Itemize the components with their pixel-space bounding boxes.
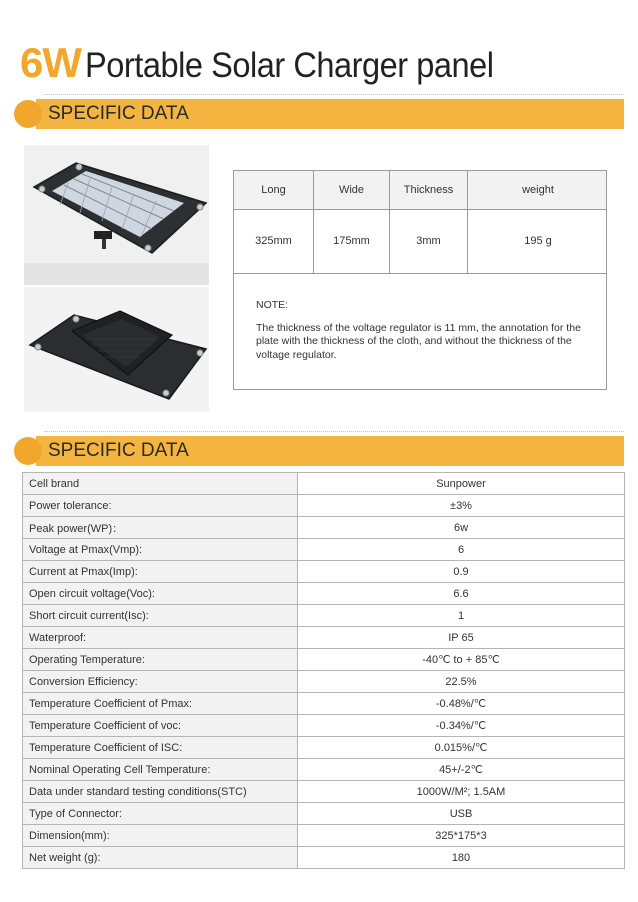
dimensions-value: 325mm [234, 209, 314, 273]
bullet-circle-icon [14, 100, 42, 128]
table-row [23, 825, 625, 847]
spec-value: USB [298, 803, 625, 825]
note-title: NOTE: [256, 299, 289, 311]
divider [44, 431, 624, 432]
spec-label: Nominal Operating Cell Temperature: [23, 759, 298, 781]
spec-value: 6w [298, 517, 625, 539]
spec-label: Short circuit current(Isc): [23, 605, 298, 627]
table-row [23, 627, 625, 649]
dimensions-header: Thickness [390, 171, 468, 209]
product-photo-pouch [24, 287, 209, 412]
spec-value: -40℃ to + 85℃ [298, 649, 625, 671]
table-row [23, 715, 625, 737]
divider [44, 94, 624, 95]
spec-label: Net weight (g): [23, 847, 298, 869]
table-row [23, 649, 625, 671]
spec-label: Power tolerance: [23, 495, 298, 517]
table-row [23, 495, 625, 517]
dimensions-header-row [234, 171, 606, 210]
dimensions-header: Wide [314, 171, 390, 209]
spec-value: 0.015%/℃ [298, 737, 625, 759]
spec-label: Type of Connector: [23, 803, 298, 825]
spec-value: 45+/-2℃ [298, 759, 625, 781]
title-text: Portable Solar Charger panel [85, 46, 495, 85]
spec-label: Operating Temperature: [23, 649, 298, 671]
spec-value: 6 [298, 539, 625, 561]
table-row [23, 693, 625, 715]
table-row [23, 759, 625, 781]
spec-table [22, 472, 625, 869]
spec-value: 22.5% [298, 671, 625, 693]
section-header-2 [14, 436, 624, 466]
spec-value: 180 [298, 847, 625, 869]
dimensions-value: 3mm [390, 209, 468, 273]
spec-value: ±3% [298, 495, 625, 517]
spec-value: 1 [298, 605, 625, 627]
table-row [23, 847, 625, 869]
note-text: The thickness of the voltage regulator is 11 mm, the annotation for the plate with the thickness of the cloth, and without the thickness of the voltage regulator. [256, 321, 581, 361]
spec-value: 1000W/M²; 1.5AM [298, 781, 625, 803]
title-accent: 6W [20, 39, 81, 86]
table-row [23, 539, 625, 561]
table-row [23, 583, 625, 605]
dimensions-value: 175mm [314, 209, 390, 273]
spec-label: Voltage at Pmax(Vmp): [23, 539, 298, 561]
bullet-circle-icon [14, 437, 42, 465]
spec-label: Data under standard testing conditions(STC) [23, 781, 298, 803]
table-row [23, 737, 625, 759]
spec-value: IP 65 [298, 627, 625, 649]
table-row [23, 781, 625, 803]
table-row [23, 473, 625, 495]
spec-value: 0.9 [298, 561, 625, 583]
spec-value: -0.34%/℃ [298, 715, 625, 737]
dimensions-table [233, 170, 607, 390]
table-row [23, 671, 625, 693]
page-title [20, 38, 525, 88]
spec-label: Conversion Efficiency: [23, 671, 298, 693]
spec-label: Waterproof: [23, 627, 298, 649]
section-heading: SPECIFIC DATA [48, 440, 189, 461]
spec-value: Sunpower [298, 473, 625, 495]
spec-value: 6.6 [298, 583, 625, 605]
section-heading: SPECIFIC DATA [48, 103, 189, 124]
spec-label: Current at Pmax(Imp): [23, 561, 298, 583]
spec-label: Temperature Coefficient of Pmax: [23, 693, 298, 715]
table-row [23, 517, 625, 539]
spec-value: -0.48%/℃ [298, 693, 625, 715]
product-photo-panel [24, 145, 209, 285]
dimensions-header: weight [522, 184, 554, 196]
spec-label: Peak power(WP)： [23, 517, 298, 539]
table-row [23, 803, 625, 825]
spec-value: 325*175*3 [298, 825, 625, 847]
table-row [23, 561, 625, 583]
spec-label: Cell brand [23, 473, 298, 495]
spec-label: Temperature Coefficient of voc: [23, 715, 298, 737]
dimensions-value-row [234, 209, 606, 274]
spec-label: Open circuit voltage(Voc): [23, 583, 298, 605]
spec-label: Temperature Coefficient of ISC: [23, 737, 298, 759]
table-row [23, 605, 625, 627]
section-header-1 [14, 99, 624, 129]
dimensions-header: Long [234, 171, 314, 209]
note [256, 299, 596, 362]
spec-label: Dimension(mm): [23, 825, 298, 847]
dimensions-value: 195 g [524, 235, 552, 247]
